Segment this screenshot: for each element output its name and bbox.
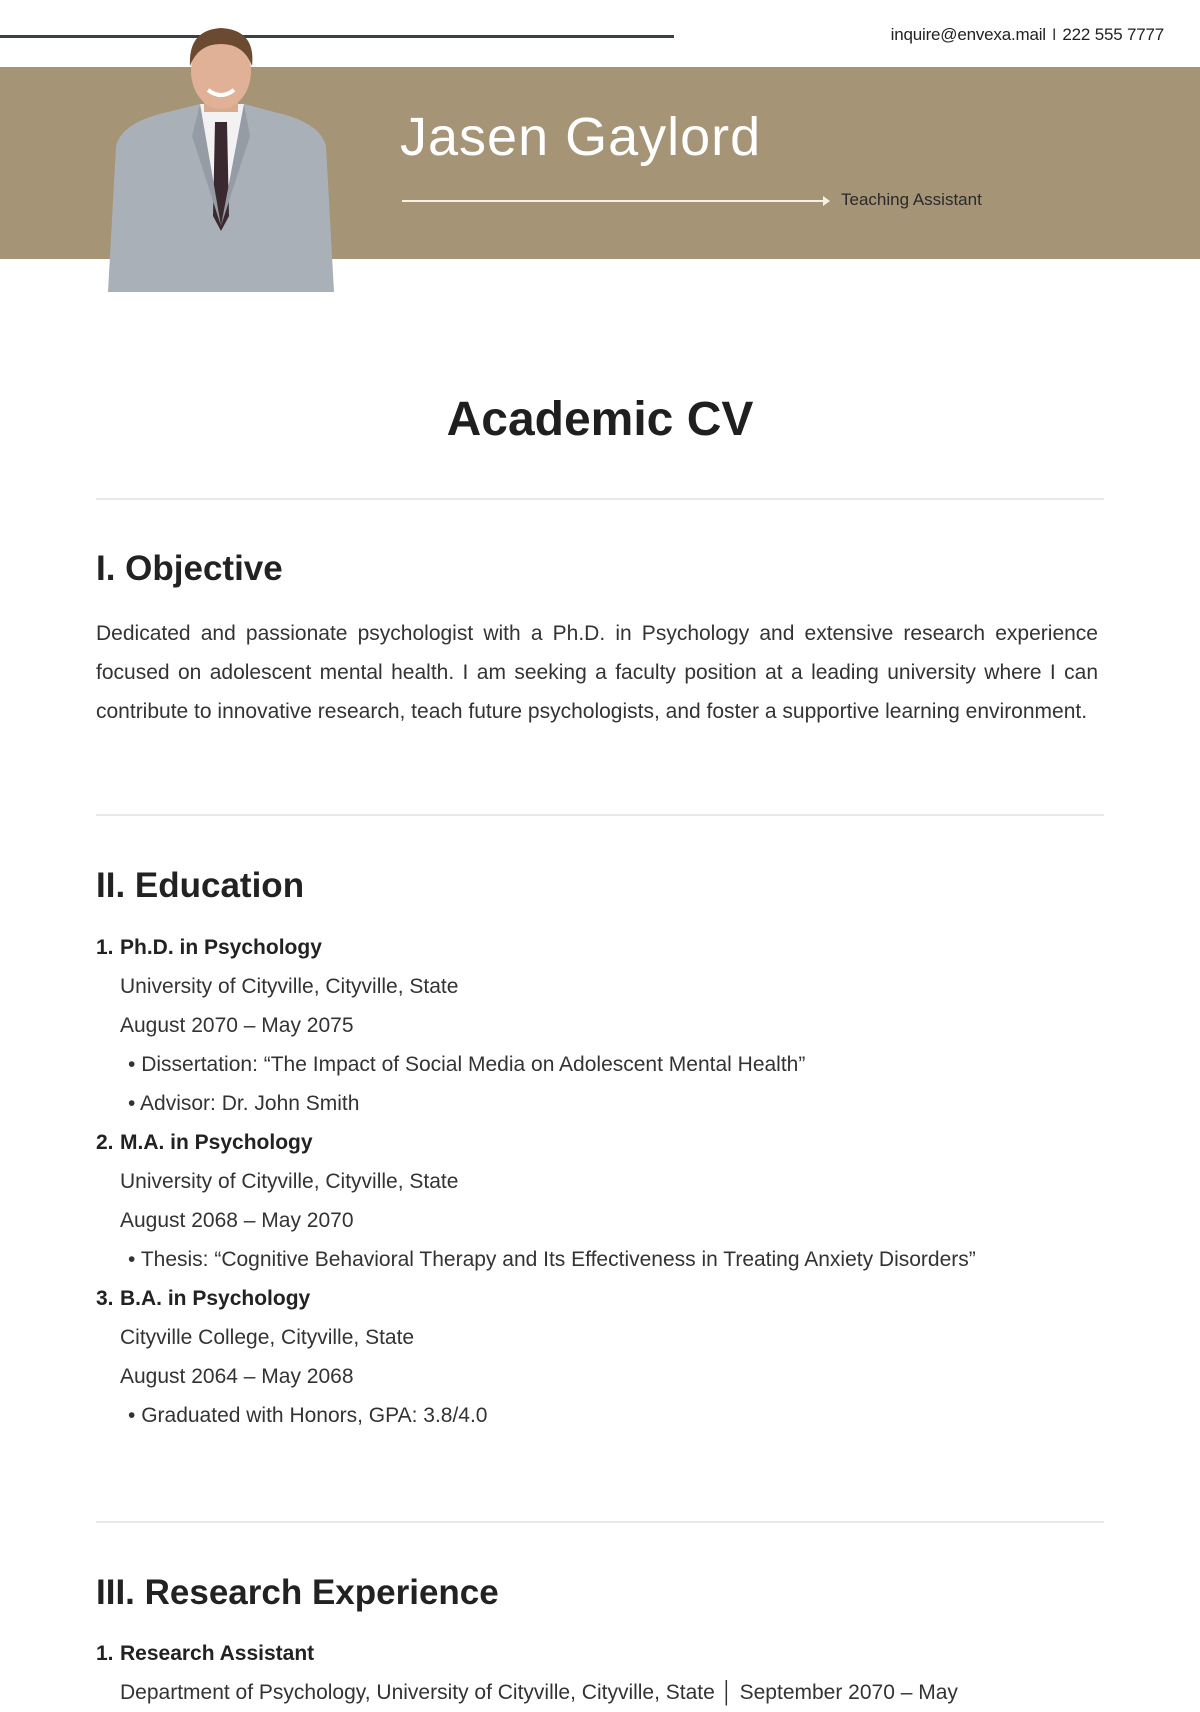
education-item: [96, 928, 1096, 1123]
section-heading-research: III. Research Experience: [96, 1573, 499, 1612]
arrow-line: [402, 200, 824, 202]
item-number: 2.: [96, 1131, 114, 1154]
profile-photo: [108, 26, 334, 292]
objective-text: Dedicated and passionate psychologist with a Ph.D. in Psychology and extensive research experience focused on adolescent mental health. I am seeking a faculty position at a leading university where I can contribute to innovative research, teach future psychologists, and foster a supportive learning environment.: [96, 622, 1098, 723]
item-number: 3.: [96, 1287, 114, 1310]
degree: Ph.D. in Psychology: [120, 936, 322, 959]
school: University of Cityville, Cityville, State: [120, 975, 459, 998]
school: Cityville College, Cityville, State: [120, 1326, 415, 1349]
separator: I: [1051, 25, 1057, 44]
email: inquire@envexa.mail: [890, 25, 1046, 44]
education-item: [96, 1279, 1096, 1435]
education-list: [96, 928, 1096, 1435]
bullet: • Thesis: “Cognitive Behavioral Therapy and Its Effectiveness in Treating Anxiety Disorders”: [96, 1240, 1056, 1279]
degree: B.A. in Psychology: [120, 1287, 311, 1310]
section-heading-objective: I. Objective: [96, 549, 283, 588]
education-item: [96, 1123, 1096, 1279]
dates: August 2064 – May 2068: [120, 1365, 354, 1388]
dates: August 2070 – May 2075: [120, 1014, 354, 1037]
school: University of Cityville, Cityville, State: [120, 1170, 459, 1193]
divider: [96, 814, 1104, 816]
contact-info: [891, 25, 1164, 45]
dates: August 2068 – May 2070: [120, 1209, 354, 1232]
document-title: Academic CV: [446, 393, 754, 446]
item-number: 1.: [96, 936, 114, 959]
research-list: [96, 1634, 1096, 1712]
research-detail: Department of Psychology, University of Cityville, Cityville, State │ September 2070 – May: [120, 1681, 958, 1704]
divider: [96, 1521, 1104, 1523]
section-heading-education: II. Education: [96, 866, 305, 905]
divider: [96, 498, 1104, 500]
item-number: 1.: [96, 1642, 114, 1665]
candidate-role: Teaching Assistant: [841, 190, 982, 209]
phone: 222 555 7777: [1062, 25, 1164, 44]
candidate-name: Jasen Gaylord: [400, 107, 762, 167]
bullet: • Graduated with Honors, GPA: 3.8/4.0: [96, 1396, 1096, 1435]
degree: M.A. in Psychology: [120, 1131, 313, 1154]
research-title: Research Assistant: [120, 1642, 315, 1665]
header-rule: [0, 35, 674, 38]
research-item: [96, 1634, 1096, 1712]
bullet: • Dissertation: “The Impact of Social Media on Adolescent Mental Health”: [96, 1045, 1096, 1084]
bullet: • Advisor: Dr. John Smith: [96, 1084, 1096, 1123]
